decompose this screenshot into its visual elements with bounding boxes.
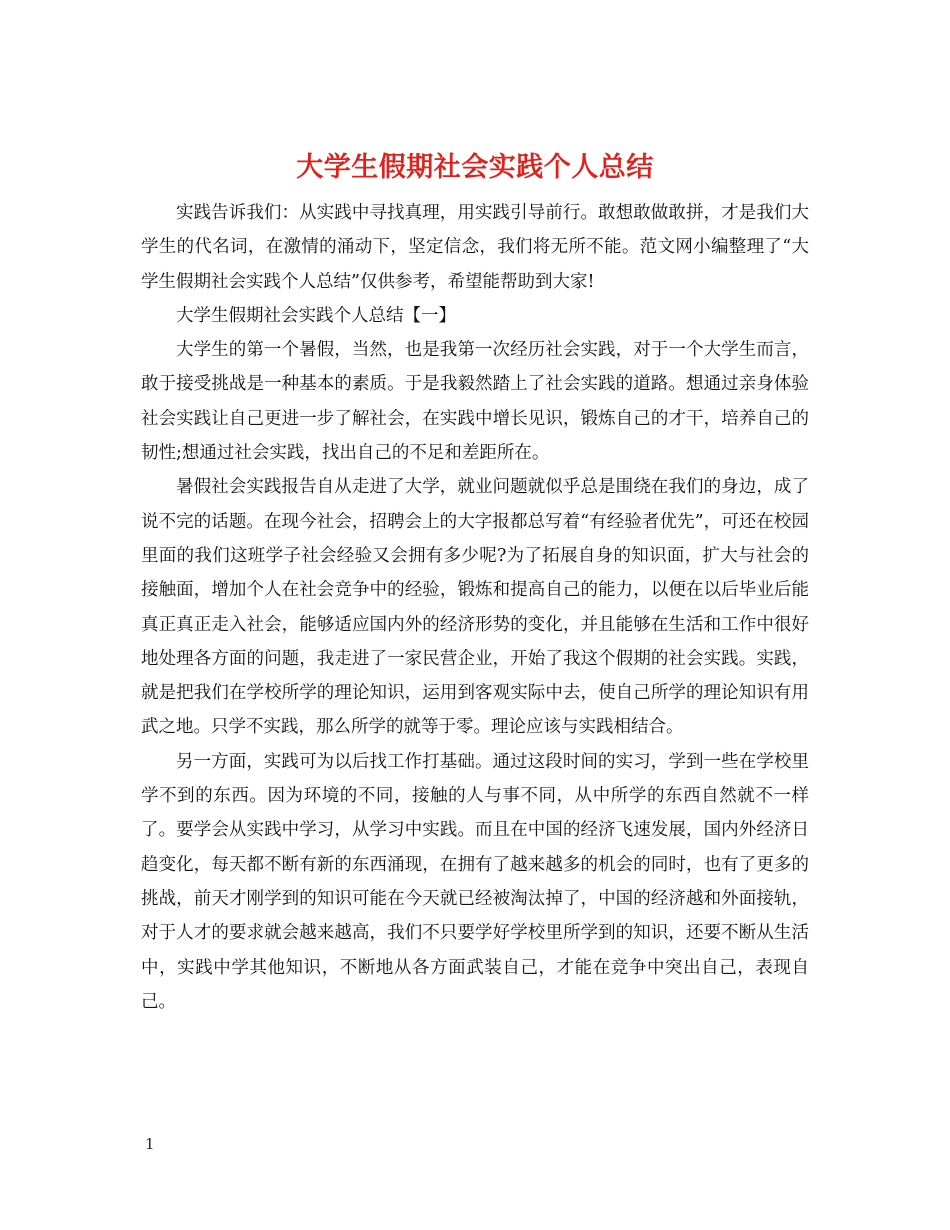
paragraph-employment: 暑假社会实践报告自从走进了大学，就业问题就似乎总是围绕在我们的身边，成了说不完的话题。在现今社会，招聘会上的大字报都总写着“有经验者优先”，可还在校园里面的我们这班学子社会经验又会拥有多少呢?为了拓展自身的知识面，扩大与社会的接触面，增加个人在社会竞争中的经验，锻炼和提高自己的能力，以便在以后毕业后能真正真正走入社会，能够适应国内外的经济形势的变化，并且能够在生活和工作中很好地处理各方面的问题，我走进了一家民营企业，开始了我这个假期的社会实践。实践，就是把我们在学校所学的理论知识，运用到客观实际中去，使自己所学的理论知识有用武之地。只学不实践，那么所学的就等于零。理论应该与实践相结合。 (141, 477, 809, 738)
document-title: 大学生假期社会实践个人总结 (296, 152, 654, 184)
page-number: 1 (145, 1135, 155, 1153)
paragraph-intro: 实践告诉我们：从实践中寻找真理，用实践引导前行。敢想敢做敢拼，才是我们大学生的代名词，在激情的涌动下，坚定信念，我们将无所不能。范文网小编整理了“大学生假期社会实践个人总结”仅供参考，希望能帮助到大家! (141, 203, 809, 292)
document-body (141, 196, 809, 1019)
paragraph-first-summer: 大学生的第一个暑假，当然，也是我第一次经历社会实践，对于一个大学生而言，敢于接受挑战是一种基本的素质。于是我毅然踏上了社会实践的道路。想通过亲身体验社会实践让自己更进一步了解社会，在实践中增长见识，锻炼自己的才干，培养自己的韧性;想通过社会实践，找出自己的不足和差距所在。 (141, 340, 809, 464)
section-heading: 大学生假期社会实践个人总结【一】 (176, 305, 456, 326)
paragraph-other-aspect: 另一方面，实践可为以后找工作打基础。通过这段时间的实习，学到一些在学校里学不到的东西。因为环境的不同，接触的人与事不同，从中所学的东西自然就不一样了。要学会从实践中学习，从学习中实践。而且在中国的经济飞速发展，国内外经济日趋变化，每天都不断有新的东西涌现，在拥有了越来越多的机会的同时，也有了更多的挑战，前天才刚学到的知识可能在今天就已经被淘汰掉了，中国的经济越和外面接轨，对于人才的要求就会越来越高，我们不只要学好学校里所学到的知识，还要不断从生活中，实践中学其他知识，不断地从各方面武装自己，才能在竞争中突出自己，表现自己。 (141, 751, 809, 1012)
